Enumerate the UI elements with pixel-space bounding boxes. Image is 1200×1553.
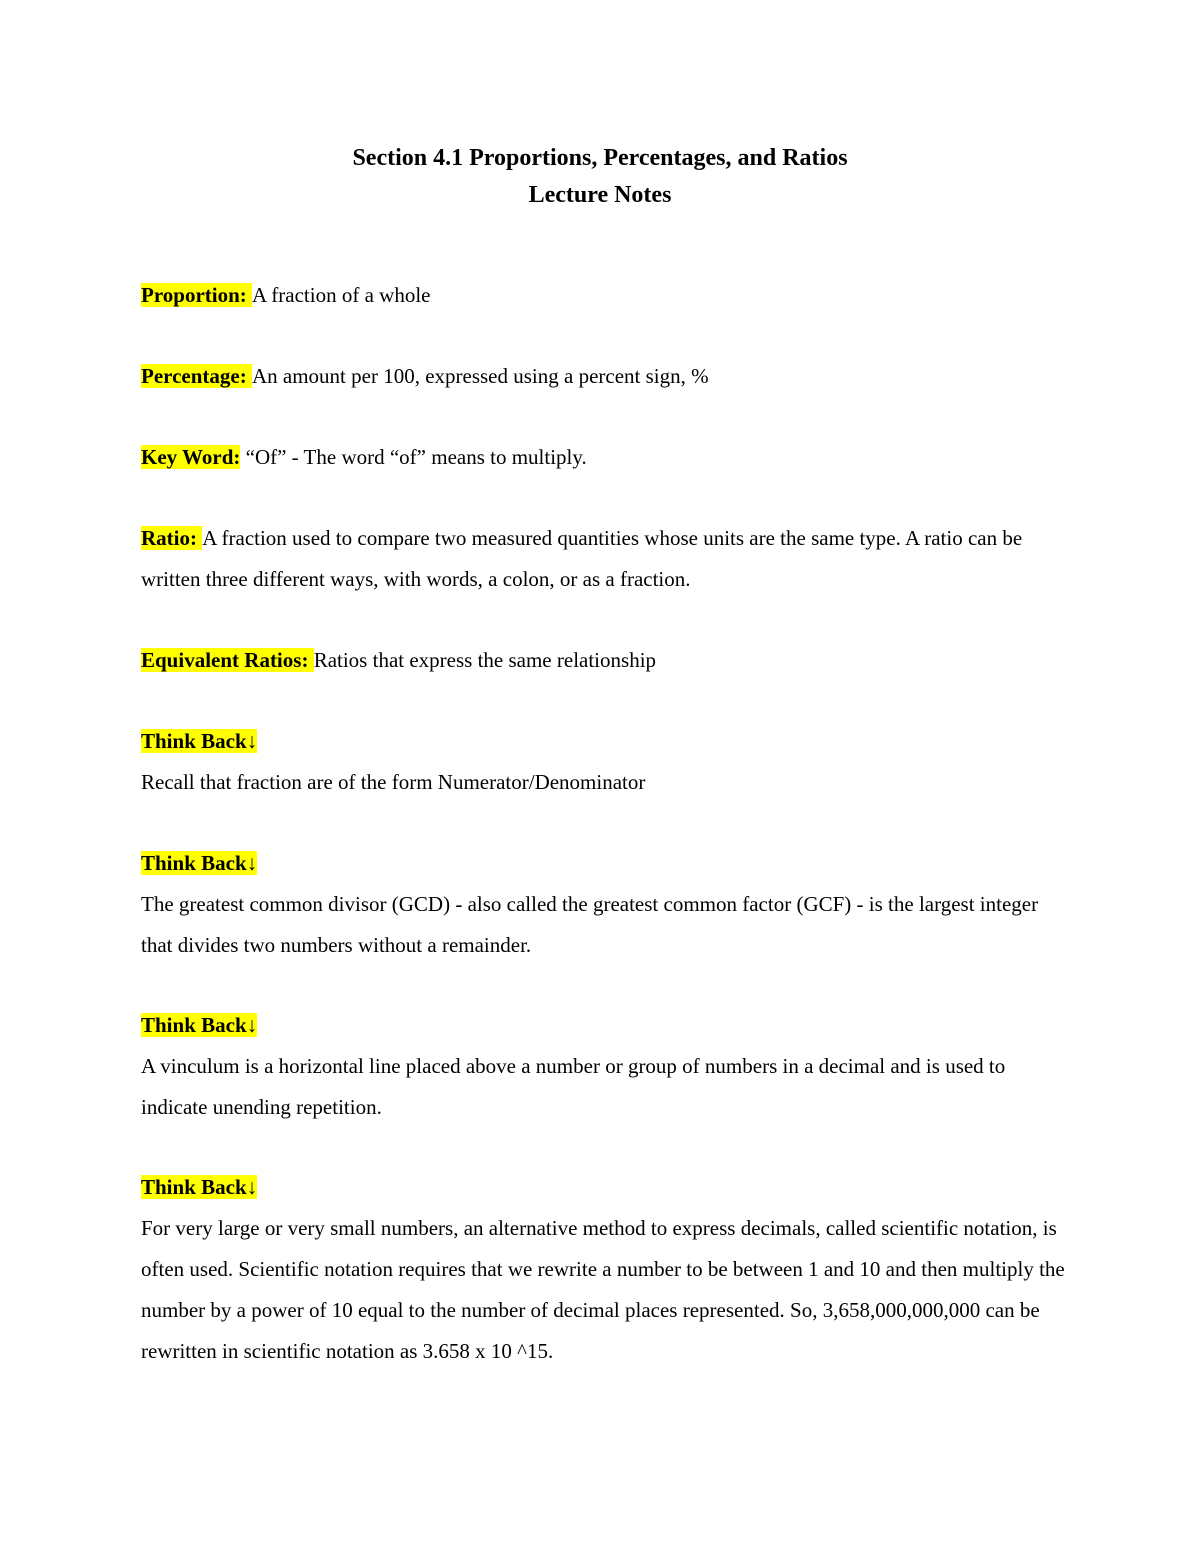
definition-text: “Of” - The word “of” means to multiply. [240, 445, 587, 469]
think-back-scientific-notation [141, 1167, 1071, 1372]
definition-proportion [141, 275, 1071, 316]
think-back-gcd [141, 843, 1071, 966]
title-line-2: Lecture Notes [528, 182, 672, 208]
definition-text: An amount per 100, expressed using a percent sign, % [251, 364, 709, 388]
think-back-heading: Think Back↓ [141, 851, 258, 875]
term-label: Proportion: [141, 283, 253, 307]
definition-text: A fraction used to compare two measured quantities whose units are the same type. A ratio can be written three different ways, with words, a colon, or as a fraction. [141, 526, 1023, 591]
definition-text: A fraction of a whole [252, 283, 431, 307]
think-back-text: The greatest common divisor (GCD) - also called the greatest common factor (GCF) - is the largest integer that divides two numbers without a remainder. [141, 892, 1039, 957]
think-back-heading: Think Back↓ [141, 1013, 258, 1037]
term-label: Percentage: [141, 364, 252, 388]
think-back-vinculum [141, 1005, 1071, 1128]
definition-text: Ratios that express the same relationship [313, 648, 657, 672]
term-label: Ratio: [141, 526, 203, 550]
think-back-heading: Think Back↓ [141, 1175, 258, 1199]
think-back-fractions [141, 721, 1071, 803]
definition-equivalent-ratios [141, 640, 1071, 681]
title-line-1: Section 4.1 Proportions, Percentages, and Ratios [352, 145, 848, 171]
term-label: Equivalent Ratios: [141, 648, 314, 672]
page-title [0, 140, 1200, 214]
term-label: Key Word: [141, 445, 241, 469]
definition-percentage [141, 356, 1071, 397]
definition-key-word [141, 437, 1071, 478]
think-back-text: For very large or very small numbers, an alternative method to express decimals, called scientific notation, is often used. Scientific notation requires that we rewrite a number to be between 1 and 10 and then multiply the number by a power of 10 equal to the number of decimal places represented. So, 3,658,000,000,000 can be rewritten in scientific notation as 3.658 x 10 ^15. [141, 1216, 1065, 1363]
think-back-text: A vinculum is a horizontal line placed above a number or group of numbers in a decimal and is used to indicate unending repetition. [141, 1054, 1006, 1119]
think-back-text: Recall that fraction are of the form Numerator/Denominator [141, 770, 646, 794]
definition-ratio [141, 518, 1071, 600]
think-back-heading: Think Back↓ [141, 729, 258, 753]
